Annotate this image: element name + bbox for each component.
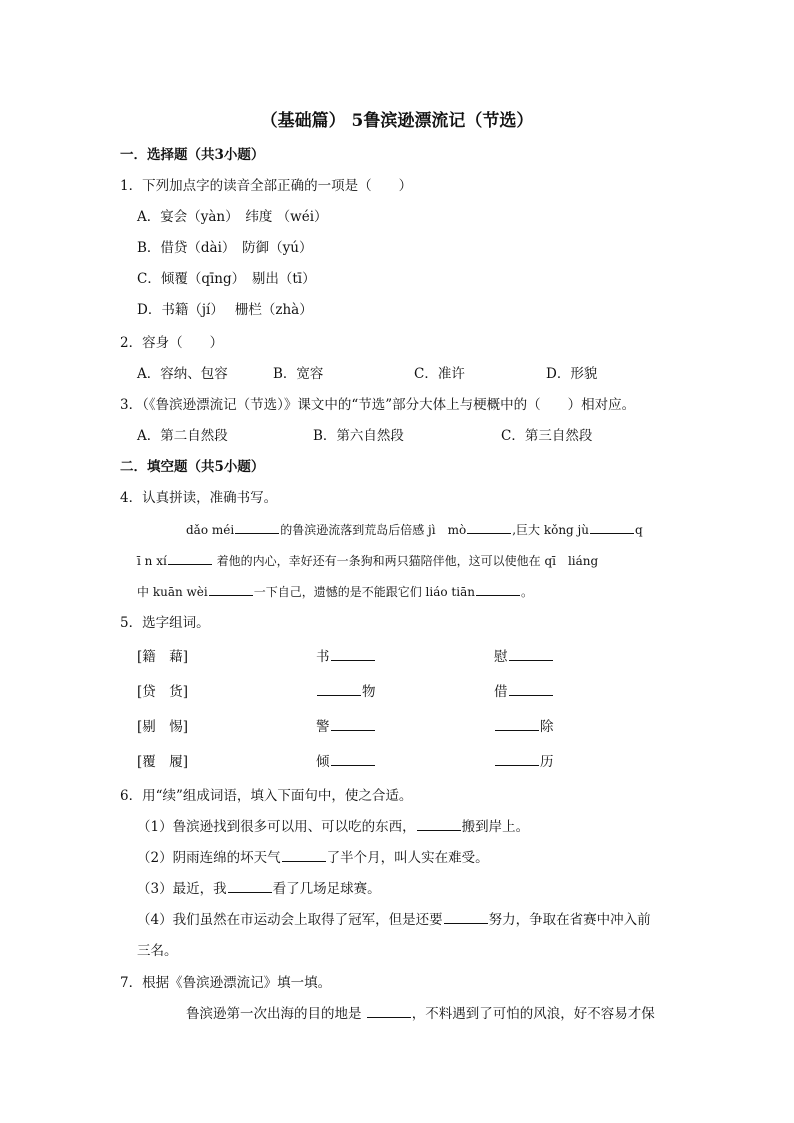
question-1-option-b: B．借贷（dài） 防御（yú） <box>137 240 313 256</box>
question-5-pair: [剔 惕] <box>137 719 189 735</box>
answer-blank[interactable] <box>444 911 488 924</box>
page-title: （基础篇） 5鲁滨逊漂流记（节选） <box>260 111 534 131</box>
answer-blank[interactable] <box>331 753 375 766</box>
question-1-option-a: A．宴会（yàn） 纬度 （wéi） <box>137 209 328 225</box>
question-1-stem: 1．下列加点字的读音全部正确的一项是（ ） <box>120 178 413 194</box>
question-5-pair: [贷 货] <box>137 684 189 700</box>
section-heading-fill: 二．填空题（共5小题） <box>120 459 265 475</box>
question-6-sentence-4-cont: 三名。 <box>137 943 178 959</box>
answer-blank[interactable] <box>367 1005 411 1018</box>
question-5-word: 倾 <box>316 753 376 771</box>
question-6-sentence-4: （4）我们虽然在市运动会上取得了冠军，但是还要 努力，争取在省赛中冲入前 <box>137 912 651 928</box>
answer-blank[interactable] <box>168 552 212 565</box>
question-4-line-2: ī n xí 着他的内心，幸好还有一条狗和两只猫陪伴他，这可以使他在 qī liáng <box>137 554 599 568</box>
answer-blank[interactable] <box>209 583 253 596</box>
question-5-word: 除 <box>494 718 554 736</box>
question-5-pair: [覆 履] <box>137 754 189 770</box>
question-4-line-3: 中 kuān wèi 一下自己，遗憾的是不能跟它们 liáo tiān 。 <box>137 585 533 599</box>
question-2-option-b: B．宽容 <box>273 366 324 382</box>
question-1-option-c: C．倾覆（qīng） 剔出（tī） <box>137 271 316 287</box>
question-5-word: 慰 <box>494 648 554 666</box>
question-3-option-c: C．第三自然段 <box>501 428 593 444</box>
question-5-pair: [籍 藉] <box>137 649 189 665</box>
answer-blank[interactable] <box>495 718 539 731</box>
answer-blank[interactable] <box>331 648 375 661</box>
question-5-word: 物 <box>316 683 376 701</box>
answer-blank[interactable] <box>509 683 553 696</box>
answer-blank[interactable] <box>417 818 461 831</box>
question-1-option-d: D．书籍（jí） 栅栏（zhà） <box>137 302 313 318</box>
section-heading-choice: 一．选择题（共3小题） <box>120 147 265 163</box>
question-6-stem: 6．用“续”组成词语，填入下面句中，使之合适。 <box>120 788 413 804</box>
question-6-sentence-2: （2）阴雨连绵的坏天气 了半个月，叫人实在难受。 <box>137 850 489 866</box>
question-7-line-1: 鲁滨逊第一次出海的目的地是 ，不料遇到了可怕的风浪，好不容易才保 <box>186 1006 655 1022</box>
answer-blank[interactable] <box>509 648 553 661</box>
answer-blank[interactable] <box>495 753 539 766</box>
question-5-word: 书 <box>316 648 376 666</box>
question-3-option-b: B．第六自然段 <box>313 428 404 444</box>
question-2-option-d: D．形貌 <box>546 366 598 382</box>
question-2-option-a: A．容纳、包容 <box>137 366 228 382</box>
answer-blank[interactable] <box>228 880 272 893</box>
question-4-stem: 4．认真拼读，准确书写。 <box>120 490 278 506</box>
question-2-stem: 2．容身（ ） <box>120 335 224 351</box>
question-3-option-a: A．第二自然段 <box>137 428 228 444</box>
answer-blank[interactable] <box>331 718 375 731</box>
question-3-stem: 3．（《鲁滨逊漂流记（节选）》课文中的“节选”部分大体上与梗概中的（ ）相对应。 <box>120 397 636 413</box>
question-5-stem: 5．选字组词。 <box>120 615 210 631</box>
answer-blank[interactable] <box>476 583 520 596</box>
question-6-sentence-1: （1）鲁滨逊找到很多可以用、可以吃的东西， 搬到岸上。 <box>137 819 530 835</box>
question-4-line-1: dǎo méi 的鲁滨逊流落到荒岛后倍感 jì mò ,巨大 kǒng jù q <box>186 523 643 537</box>
answer-blank[interactable] <box>282 849 326 862</box>
question-7-stem: 7．根据《鲁滨逊漂流记》填一填。 <box>120 975 332 991</box>
answer-blank[interactable] <box>590 521 634 534</box>
question-5-word: 警 <box>316 718 376 736</box>
answer-blank[interactable] <box>235 521 279 534</box>
question-5-word: 历 <box>494 753 554 771</box>
question-2-option-c: C．准许 <box>414 366 465 382</box>
question-5-word: 借 <box>494 683 554 701</box>
answer-blank[interactable] <box>317 683 361 696</box>
answer-blank[interactable] <box>467 521 511 534</box>
question-6-sentence-3: （3）最近，我 看了几场足球赛。 <box>137 881 381 897</box>
